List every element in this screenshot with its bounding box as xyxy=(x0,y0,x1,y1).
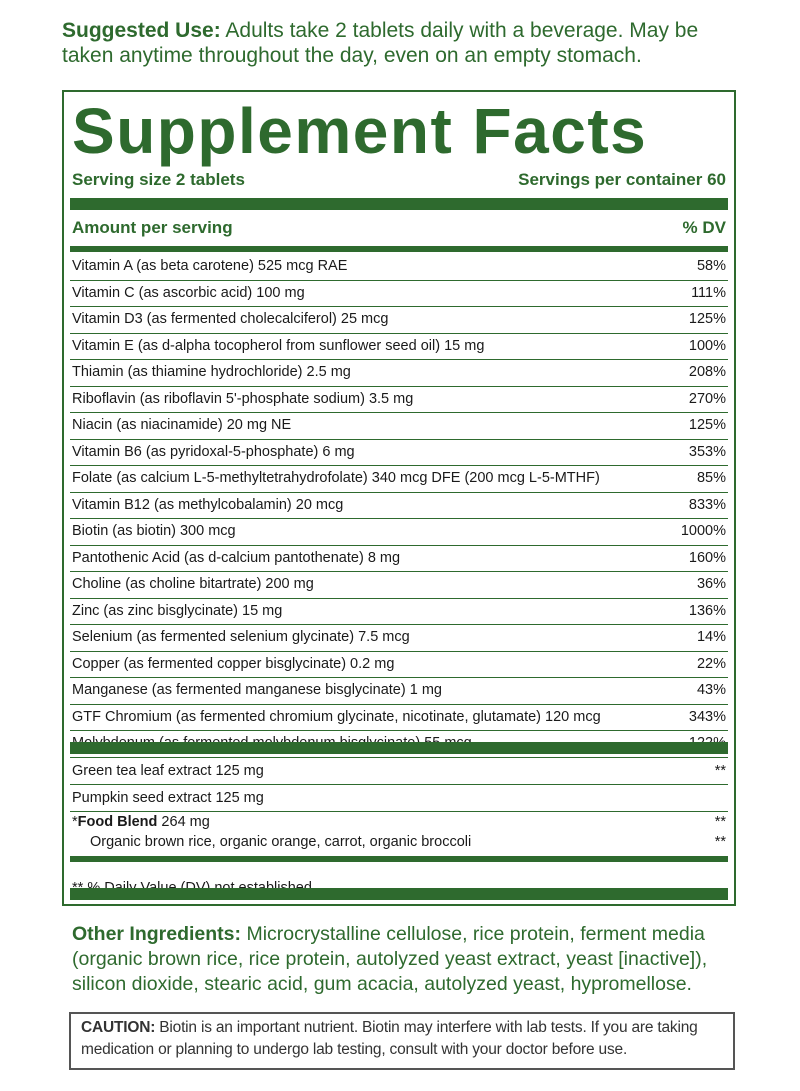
table-row xyxy=(70,413,728,440)
table-row xyxy=(70,281,728,308)
ingredient-dv: ** xyxy=(714,763,726,779)
nutrient-name: Biotin (as biotin) 300 mcg xyxy=(72,523,236,539)
nutrient-dv: 43% xyxy=(696,682,726,698)
ingredient-name: Pumpkin seed extract 125 mg xyxy=(72,790,264,806)
other-ingredients-text: Microcrystalline cellulose, rice protein, ferment media (organic brown rice, rice protein, autolyzed yeast extract, yeast [inactive]), silicon dioxide, stearic acid, gum acacia, autolyzed yeast, hypromellose. xyxy=(72,923,708,995)
food-blend-dv: ** xyxy=(714,814,726,830)
nutrient-name: Selenium (as fermented selenium glycinate) 7.5 mcg xyxy=(72,629,410,645)
nutrient-dv: 353% xyxy=(688,443,726,460)
panel-title: Supplement Facts xyxy=(72,95,648,167)
nutrient-dv: 36% xyxy=(696,576,726,592)
nutrient-dv: 125% xyxy=(688,417,726,433)
nutrient-dv: 136% xyxy=(688,602,726,619)
serving-size: Serving size 2 tablets xyxy=(72,170,245,189)
nutrient-name: GTF Chromium (as fermented chromium glycinate, nicotinate, glutamate) 120 mcg xyxy=(72,708,601,725)
food-blend-label: Food Blend xyxy=(77,814,158,830)
nutrient-name: Zinc (as zinc bisglycinate) 15 mg xyxy=(72,602,283,619)
food-blend-ingredients-dv: ** xyxy=(714,834,726,850)
table-row xyxy=(70,334,728,361)
nutrient-dv: 22% xyxy=(696,655,726,672)
servings-per-container: Servings per container 60 xyxy=(518,170,726,189)
table-row xyxy=(70,572,728,599)
table-row xyxy=(70,387,728,414)
table-row xyxy=(70,307,728,334)
nutrient-name: Thiamin (as thiamine hydrochloride) 2.5 mg xyxy=(72,364,351,380)
nutrient-name: Vitamin E (as d-alpha tocopherol from sunflower seed oil) 15 mg xyxy=(72,337,485,354)
list-item xyxy=(70,758,728,785)
nutrient-name: Vitamin B12 (as methylcobalamin) 20 mcg xyxy=(72,496,344,513)
amount-header: Amount per serving xyxy=(72,218,233,237)
amount-header-row xyxy=(72,218,726,242)
nutrient-name: Pantothenic Acid (as d-calcium pantothenate) 8 mg xyxy=(72,549,401,566)
nutrient-dv: 270% xyxy=(688,390,726,407)
medium-divider xyxy=(70,246,728,252)
ingredient-name: Green tea leaf extract 125 mg xyxy=(72,763,264,779)
nutrient-name: Manganese (as fermented manganese bisglycinate) 1 mg xyxy=(72,682,442,698)
medium-divider xyxy=(70,856,728,862)
suggested-use xyxy=(62,18,752,68)
nutrient-dv: 58% xyxy=(696,258,726,274)
nutrient-name: Choline (as choline bitartrate) 200 mg xyxy=(72,576,314,592)
caution-label: CAUTION: xyxy=(81,1019,156,1036)
nutrient-name: Riboflavin (as riboflavin 5'-phosphate sodium) 3.5 mg xyxy=(72,390,414,407)
serving-row xyxy=(72,170,726,194)
caution-box xyxy=(69,1012,735,1070)
list-item xyxy=(70,785,728,812)
nutrient-dv: 111% xyxy=(691,284,726,301)
food-blend-amount: 264 mg xyxy=(157,814,210,830)
other-ingredients xyxy=(72,922,732,997)
nutrient-dv: 160% xyxy=(688,549,726,566)
nutrient-list xyxy=(70,254,728,758)
table-row xyxy=(70,466,728,493)
thick-divider xyxy=(70,742,728,754)
table-row xyxy=(70,360,728,387)
suggested-use-label: Suggested Use: xyxy=(62,19,221,42)
nutrient-name: Vitamin C (as ascorbic acid) 100 mg xyxy=(72,284,305,301)
other-ingredients-label: Other Ingredients: xyxy=(72,923,242,945)
nutrient-name: Vitamin D3 (as fermented cholecalciferol) 25 mcg xyxy=(72,311,389,327)
nutrient-dv: 100% xyxy=(688,337,726,354)
table-row xyxy=(70,546,728,573)
table-row xyxy=(70,254,728,281)
nutrient-dv: 208% xyxy=(688,364,726,380)
nutrient-dv: 1000% xyxy=(680,523,726,539)
extras-list xyxy=(70,758,728,856)
suggested-use-text: Adults take 2 tablets daily with a beverage. May be taken anytime throughout the day, even on an empty stomach. xyxy=(62,19,699,67)
nutrient-dv: 833% xyxy=(688,496,726,513)
nutrient-dv: 85% xyxy=(696,470,726,486)
table-row xyxy=(70,519,728,546)
dv-header: % DV xyxy=(682,218,726,237)
nutrient-name: Vitamin B6 (as pyridoxal-5-phosphate) 6 mg xyxy=(72,443,355,460)
nutrient-name: Folate (as calcium L-5-methyltetrahydrofolate) 340 mcg DFE (200 mcg L-5-MTHF) xyxy=(72,470,600,486)
nutrient-name: Niacin (as niacinamide) 20 mg NE xyxy=(72,417,292,433)
nutrient-dv: 125% xyxy=(688,311,726,327)
table-row xyxy=(70,705,728,732)
caution-text: Biotin is an important nutrient. Biotin may interfere with lab tests. If you are taking medication or planning to undergo lab testing, consult with your doctor before use. xyxy=(81,1019,698,1058)
thick-divider xyxy=(70,198,728,210)
thick-divider xyxy=(70,888,728,900)
table-row xyxy=(70,440,728,467)
food-blend-asterisk: * xyxy=(72,814,78,830)
table-row xyxy=(70,652,728,679)
table-row xyxy=(70,625,728,652)
table-row xyxy=(70,678,728,705)
food-blend-ingredients: Organic brown rice, organic orange, carrot, organic broccoli xyxy=(90,834,472,850)
nutrient-name: Copper (as fermented copper bisglycinate) 0.2 mg xyxy=(72,655,395,672)
supplement-facts-panel xyxy=(62,90,736,906)
nutrient-dv: 14% xyxy=(696,629,726,645)
table-row xyxy=(70,493,728,520)
food-blend xyxy=(70,812,728,856)
table-row xyxy=(70,599,728,626)
nutrient-dv: 343% xyxy=(688,708,726,725)
nutrient-name: Vitamin A (as beta carotene) 525 mcg RAE xyxy=(72,258,348,274)
